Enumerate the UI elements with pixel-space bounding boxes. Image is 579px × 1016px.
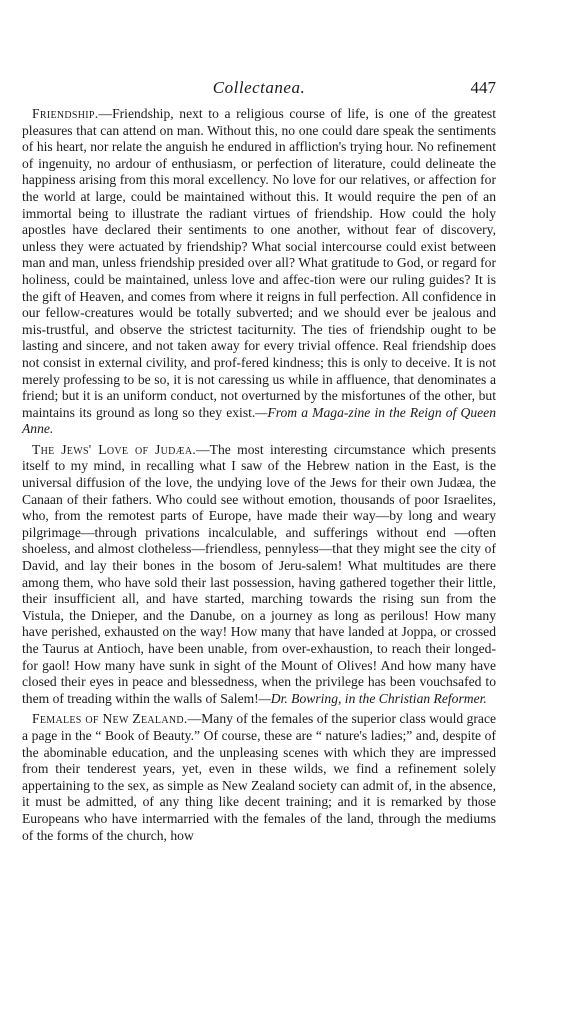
article-females-of-new-zealand	[22, 711, 496, 844]
article-heading: Females of New Zealand.	[32, 711, 188, 727]
running-title: Collectanea.	[212, 78, 306, 97]
page-number: 447	[470, 78, 496, 97]
article-source: —Dr. Bowring, in the Christian Reformer.	[258, 690, 487, 706]
book-page	[22, 78, 496, 848]
article-body: —The most interesting circumstance which presents itself to my mind, in recalling what I saw of the Hebrew nation in the East, is the universal diffusion of the love, the undying love of the Jews for their own Judæa, the Canaan of their fathers. Who could see without emotion, thousands of poor Israelites, who, from the remotest parts of Europe, have made their way—by long and weary pilgrimage—through privations incalculable, and sufferings without end —often shoeless, and almost clotheless—friendless, pennyless—that they might see the city of David, and lay their bones in the bosom of Jeru-salem! What multitudes are there among them, who have sold their last possession, having gathered together their little, their insufficient all, and have started, marching towards the rising sun from the Vistula, the Dnieper, and the Danube, on a journey as long as perilous! How many have perished, exhausted on the way! How many that have landed at Joppa, or crossed the Taurus at Antioch, have been unable, from over-exhaustion, to reach their longed-for gaol! How many have sunk in sight of the Mount of Olives! And how many have closed their eyes in peace and blessedness, when the privilege has been vouchsafed to them of treading within the walls of Salem!	[22, 441, 496, 706]
article-heading: Friendship.	[32, 106, 99, 121]
article-body: —Friendship, next to a religious course of life, is one of the greatest pleasures that can attend on man. Without this, no one could dare speak the sentiments of his heart, nor relate the anguish he endured in affliction's trying hour. No refinement of ingenuity, no ardour of enthusiasm, or perfection of literature, could delineate the happiness arising from this moral excellency. No love for our relatives, or affection for the world at large, could be maintained without this. It would require the pen of an immortal being to illustrate the radiant virtues of friendship. How could the holy apostles have declared their sentiments to one another, without fear of discovery, unless they were actuated by friendship? What social intercourse could exist between man and man, unless friendship presided over all? What gratitude to God, or regard for holiness, could be maintained, unless love and affec-tion were our ruling guides? It is the gift of Heaven, and comes from where it reigns in full perfection. All confidence in our fellow-creatures would be totally subverted; and we should ever be jealous and mis-trustful, and observe the strictest taciturnity. The ties of friendship ought to be lasting and sincere, and not taken away for every trivial offence. Real friendship does not consist in external civility, and prof-fered kindness; this is only to deceive. It is not merely professing to be so, it is not caressing us while in affluence, that denominates a friend; but it is an uniform conduct, not overturned by the misfortunes of the other, but maintains its ground as long so they exist.	[22, 106, 496, 420]
running-head	[22, 78, 496, 102]
article-friendship	[22, 106, 496, 438]
article-heading: The Jews' Love of Judæa.	[32, 441, 197, 457]
article-source: —From a Maga-zine in the Reign of Queen Anne.	[22, 404, 496, 437]
article-jews-love-of-judaea	[22, 442, 496, 708]
article-body: —Many of the females of the superior class would grace a page in the “ Book of Beauty.” Of course, these are “ nature's ladies;” and, despite of the abominable education, and the unpleasing scenes with which they are impressed from their tenderest years, yet, even in these wilds, we find a refinement solely appertaining to the sex, as simple as New Zealand society can admit of, in the absence, it must be admitted, of any thing like decent training; and it is remarked by those Europeans who have intermarried with the females of the land, through the mediums of the forms of the church, how	[22, 711, 497, 843]
